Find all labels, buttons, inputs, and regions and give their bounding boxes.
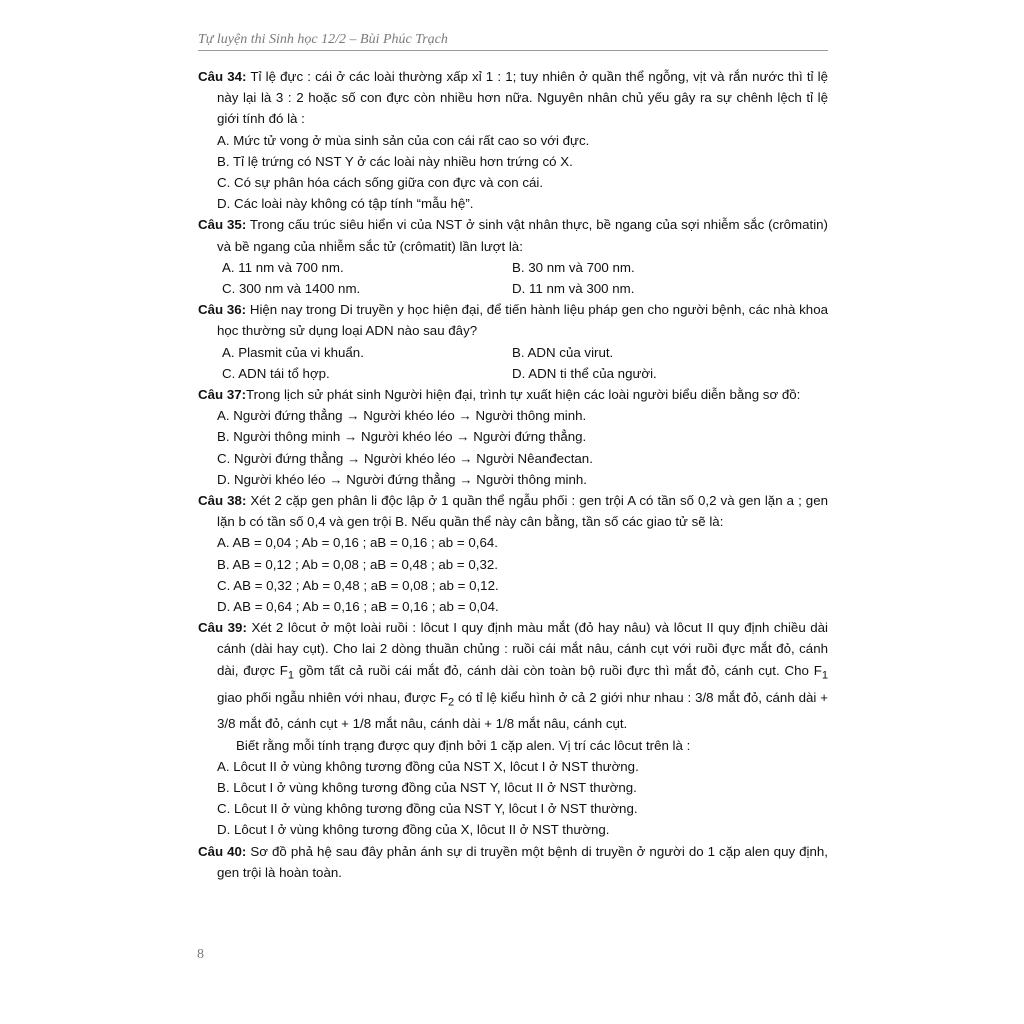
question-stem	[198, 384, 828, 405]
question-stem	[198, 490, 828, 532]
option-d: D. 11 nm và 300 nm.	[512, 281, 635, 297]
question-label: Câu 34:	[198, 69, 247, 84]
question-stem	[198, 617, 828, 734]
option-d: D. ADN ti thể của người.	[512, 365, 657, 381]
question-stem	[198, 299, 828, 341]
page-number: 8	[197, 947, 204, 962]
option-row	[198, 342, 828, 363]
question-text: có tỉ lệ kiểu hình ở cả 2 giới như nhau : 3/8 mắt đỏ, cánh dài + 3/8 mắt đỏ, cánh cụt + 1/8 mắt nâu, cánh dài + 1/8 mắt nâu, cánh cụt.	[217, 689, 828, 732]
option-d: D. AB = 0,64 ; Ab = 0,16 ; aB = 0,16 ; ab = 0,04.	[217, 599, 499, 615]
header-divider	[198, 50, 828, 51]
question-text: Trong cấu trúc siêu hiển vi của NST ở sinh vật nhân thực, bề ngang của sợi nhiễm sắc (crômatin) và bề ngang của nhiễm sắc tử (crômatit) lần lượt là:	[217, 217, 828, 254]
question-text: Sơ đồ phả hệ sau đây phản ánh sự di truyền một bệnh di truyền ở người do 1 cặp alen quy định, gen trội là hoàn toàn.	[217, 843, 828, 880]
option-d: D. Người khéo léo → Người đứng thẳng → Người thông minh.	[217, 471, 587, 487]
running-header: Tự luyện thi Sinh học 12/2 – Bùi Phúc Trạch	[198, 32, 448, 47]
option-a: A. 11 nm và 700 nm.	[222, 259, 344, 275]
question-stem	[198, 841, 828, 883]
option-c: C. Người đứng thẳng → Người khéo léo → Người Nêanđectan.	[217, 450, 593, 466]
question-38	[198, 490, 828, 617]
option-b: B. 30 nm và 700 nm.	[512, 259, 635, 275]
option-a: A. Lôcut II ở vùng không tương đồng của NST X, lôcut I ở NST thường.	[217, 758, 639, 774]
question-40	[198, 841, 828, 883]
option-c: C. ADN tái tổ hợp.	[222, 365, 330, 381]
option-b: B. Tỉ lệ trứng có NST Y ở các loài này nhiều hơn trứng có X.	[217, 153, 573, 169]
subscript: 2	[447, 696, 455, 709]
option-c: C. AB = 0,32 ; Ab = 0,48 ; aB = 0,08 ; ab = 0,12.	[217, 577, 499, 593]
question-note: Biết rằng mỗi tính trạng được quy định bởi 1 cặp alen. Vị trí các lôcut trên là :	[236, 737, 691, 753]
page-content	[198, 66, 828, 883]
option-a: A. Người đứng thẳng → Người khéo léo → Người thông minh.	[217, 408, 587, 424]
question-label: Câu 39:	[198, 620, 247, 636]
question-text: giao phối ngẫu nhiên với nhau, được F	[217, 689, 448, 705]
question-text: Hiện nay trong Di truyền y học hiện đại, để tiến hành liệu pháp gen cho người bệnh, các nhà khoa học thường sử dụng loại ADN nào sau đây?	[217, 302, 828, 339]
question-35	[198, 214, 828, 299]
option-c: C. Lôcut II ở vùng không tương đồng của NST Y, lôcut I ở NST thường.	[217, 801, 638, 817]
subscript: 1	[287, 669, 295, 682]
option-a: A. Mức tử vong ở mùa sinh sản của con cái rất cao so với đực.	[217, 132, 590, 148]
option-a: A. Plasmit của vi khuẩn.	[222, 344, 364, 360]
option-b: B. Lôcut I ở vùng không tương đồng của NST Y, lôcut II ở NST thường.	[217, 780, 637, 796]
option-d: D. Các loài này không có tập tính “mẫu hệ”.	[217, 196, 474, 212]
question-stem	[198, 214, 828, 256]
question-34	[198, 66, 828, 214]
option-row	[198, 363, 828, 384]
option-d: D. Lôcut I ở vùng không tương đồng của X, lôcut II ở NST thường.	[217, 822, 610, 838]
option-a: A. AB = 0,04 ; Ab = 0,16 ; aB = 0,16 ; ab = 0,64.	[217, 535, 498, 551]
question-label: Câu 36:	[198, 302, 247, 318]
question-stem	[198, 66, 828, 130]
option-c: C. Có sự phân hóa cách sống giữa con đực và con cái.	[217, 175, 544, 191]
question-label: Câu 40:	[198, 843, 247, 859]
option-b: B. ADN của virut.	[512, 344, 614, 360]
question-text: Tỉ lệ đực : cái ở các loài thường xấp xỉ 1 : 1; tuy nhiên ở quần thể ngỗng, vịt và rắn nước thì tỉ lệ này lại là 3 : 2 hoặc số con đực còn nhiều hơn nữa. Nguyên nhân chủ yếu gây ra sự chênh lệch tỉ lệ giới tính đó là :	[217, 69, 828, 127]
question-text: Trong lịch sử phát sinh Người hiện đại, trình tự xuất hiện các loài người biểu diễn bằng sơ đồ:	[246, 387, 801, 403]
question-text: Xét 2 lôcut ở một loài ruồi : lôcut I quy định màu mắt (đỏ hay nâu) và lôcut II quy định chiều dài cánh (dài hay cụt). Cho lai 2 dòng thuần chủng : ruồi cái mắt nâu, cánh cụt với ruồi đực mắt đỏ, cánh dài, được F	[217, 620, 828, 678]
question-36	[198, 299, 828, 384]
question-label: Câu 38:	[198, 493, 247, 509]
subscript: 1	[821, 669, 828, 682]
option-b: B. AB = 0,12 ; Ab = 0,08 ; aB = 0,48 ; ab = 0,32.	[217, 556, 498, 572]
question-label: Câu 37:	[198, 387, 247, 403]
question-text: Xét 2 cặp gen phân li độc lập ở 1 quần thể ngẫu phối : gen trội A có tần số 0,2 và gen lặn a ; gen lặn b có tần số 0,4 và gen trội B. Nếu quần thể này cân bằng, tần số các giao tử sẽ là:	[217, 493, 828, 530]
option-row	[198, 278, 828, 299]
option-row	[198, 257, 828, 278]
question-37	[198, 384, 828, 490]
question-text: gồm tất cả ruồi cái mắt đỏ, cánh dài còn toàn bộ ruồi đực thì mắt đỏ, cánh cụt. Cho F	[294, 662, 822, 678]
question-39	[198, 617, 828, 840]
option-b: B. Người thông minh → Người khéo léo → Người đứng thẳng.	[217, 429, 587, 445]
option-c: C. 300 nm và 1400 nm.	[222, 281, 361, 297]
question-label: Câu 35:	[198, 217, 247, 233]
